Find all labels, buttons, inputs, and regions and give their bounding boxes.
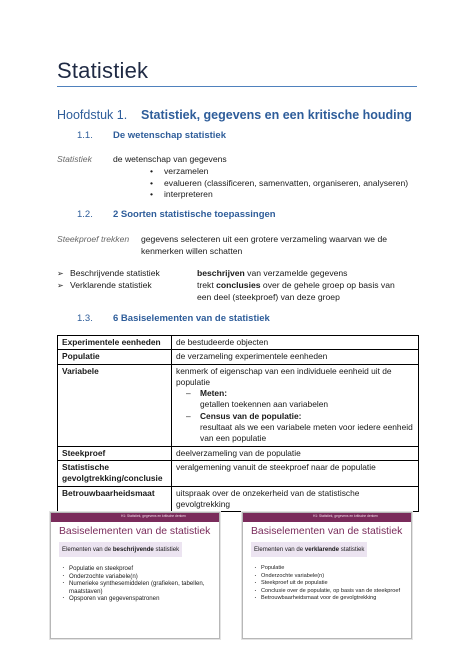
- list-item: · Conclusie over de populatie, op basis van de steekproef: [253, 588, 405, 596]
- table-cell-value: uitspraak over de onzekerheid van de statistische gevolgtrekking: [172, 486, 419, 512]
- list-item: · Opsporen van gegevenspatronen: [61, 595, 206, 603]
- list-item: · Steekproef uit de populatie: [253, 580, 405, 588]
- definition-text: gegevens selecteren uit een grotere verzameling waarvan we de: [141, 234, 388, 244]
- application-description-cont: een deel (steekproef) van deze groep: [197, 292, 340, 302]
- list-item: [176, 411, 414, 445]
- sub-text: getallen toekennen aan variabelen: [200, 399, 329, 410]
- section-title: 6 Basiselementen van de statistiek: [113, 313, 270, 324]
- table-row: [58, 446, 419, 460]
- table-cell-key: Betrouwbaarheidsmaat: [58, 486, 172, 512]
- application-name: Beschrijvende statistiek: [70, 268, 160, 278]
- table-cell-key: Variabele: [58, 364, 172, 446]
- dash-bullet-icon: –: [186, 388, 191, 399]
- list-item: · Populatie en steekproef: [61, 565, 206, 573]
- list-item: · Populatie: [253, 565, 405, 573]
- section-number: 1.2.: [77, 209, 93, 220]
- slide-title: Basiselementen van de statistiek: [59, 526, 211, 537]
- section-number: 1.1.: [77, 130, 93, 141]
- list-item: • verzamelen: [150, 166, 408, 178]
- definition-term: Statistiek: [57, 154, 92, 164]
- arrow-bullet-icon: ➢: [57, 269, 64, 278]
- definition-text: kenmerken willen schatten: [141, 246, 243, 256]
- application-description: beschrijven van verzamelde gegevens: [197, 268, 348, 278]
- list-item: • evalueren (classificeren, samenvatten, organiseren, analyseren): [150, 178, 408, 190]
- table-cell-value: de verzameling experimentele eenheden: [172, 350, 419, 364]
- section-number: 1.3.: [77, 313, 93, 324]
- slide-header-bar: [51, 513, 219, 522]
- slide-list: [253, 565, 405, 603]
- arrow-bullet-icon: ➢: [57, 281, 64, 290]
- definition-bullets: [150, 166, 408, 201]
- section-title: De wetenschap statistiek: [113, 130, 226, 141]
- list-item: · Onderzochte variabele(n): [61, 573, 206, 581]
- table-cell-key: Populatie: [58, 350, 172, 364]
- slide-list: [61, 565, 206, 603]
- list-item: · Numerieke synthesemiddelen (grafieken, tabellen, maatstaven): [61, 580, 206, 595]
- table-cell-value: de bestudeerde objecten: [172, 336, 419, 350]
- table-row: [58, 364, 419, 446]
- table-row: [58, 486, 419, 512]
- table-cell-key: Statistische gevolgtrekking/conclusie: [58, 460, 172, 486]
- basic-elements-table: [57, 335, 419, 512]
- table-cell-value: [172, 364, 419, 446]
- application-description: trekt conclusies over de gehele groep op basis van: [197, 280, 395, 290]
- cell-sublist: [176, 388, 414, 444]
- section-title: 2 Soorten statistische toepassingen: [113, 209, 276, 220]
- table-row: [58, 350, 419, 364]
- sub-heading: Census van de populatie:: [200, 410, 302, 421]
- table-row: [58, 460, 419, 486]
- slide-subtitle-box: Elementen van de beschrijvende statistiek: [59, 542, 182, 557]
- list-item: · Betrouwbaarheidsmaat voor de gevolgtrekking: [253, 595, 405, 603]
- dash-bullet-icon: –: [186, 410, 191, 421]
- chapter-title: Statistiek, gegevens en een kritische houding: [141, 108, 412, 122]
- table-row: [58, 336, 419, 350]
- slide-header-text: H1: Statistiek, gegevens en kritische denken: [121, 514, 186, 518]
- slide-header-bar: [243, 513, 411, 522]
- slide-thumbnail-beschrijvend: [50, 512, 220, 639]
- slide-subtitle-box: Elementen van de verklarende statistiek: [251, 542, 367, 557]
- chapter-number: Hoofdstuk 1.: [57, 108, 128, 122]
- table-cell-key: Steekproef: [58, 446, 172, 460]
- title-rule: [57, 86, 417, 87]
- definition-term: Steekproef trekken: [57, 234, 130, 244]
- slide-header-text: H1: Statistiek, gegevens en kritische denken: [313, 514, 378, 518]
- sub-text: resultaat als we een variabele meten voor iedere eenheid van een populatie: [200, 422, 413, 444]
- application-name: Verklarende statistiek: [70, 280, 152, 290]
- definition-text: de wetenschap van gegevens: [113, 154, 227, 164]
- slide-title: Basiselementen van de statistiek: [251, 526, 403, 537]
- page-title: Statistiek: [57, 58, 149, 83]
- list-item: [176, 388, 414, 411]
- list-item: · Onderzochte variabele(n): [253, 573, 405, 581]
- cell-text: kenmerk of eigenschap van een individuele eenheid uit de populatie: [176, 365, 392, 387]
- sub-heading: Meten:: [200, 388, 227, 399]
- table-cell-value: deelverzameling van de populatie: [172, 446, 419, 460]
- slide-thumbnail-verklarend: [242, 512, 412, 639]
- table-cell-value: veralgemening vanuit de steekproef naar de populatie: [172, 460, 419, 486]
- list-item: • interpreteren: [150, 189, 408, 201]
- table-cell-key: Experimentele eenheden: [58, 336, 172, 350]
